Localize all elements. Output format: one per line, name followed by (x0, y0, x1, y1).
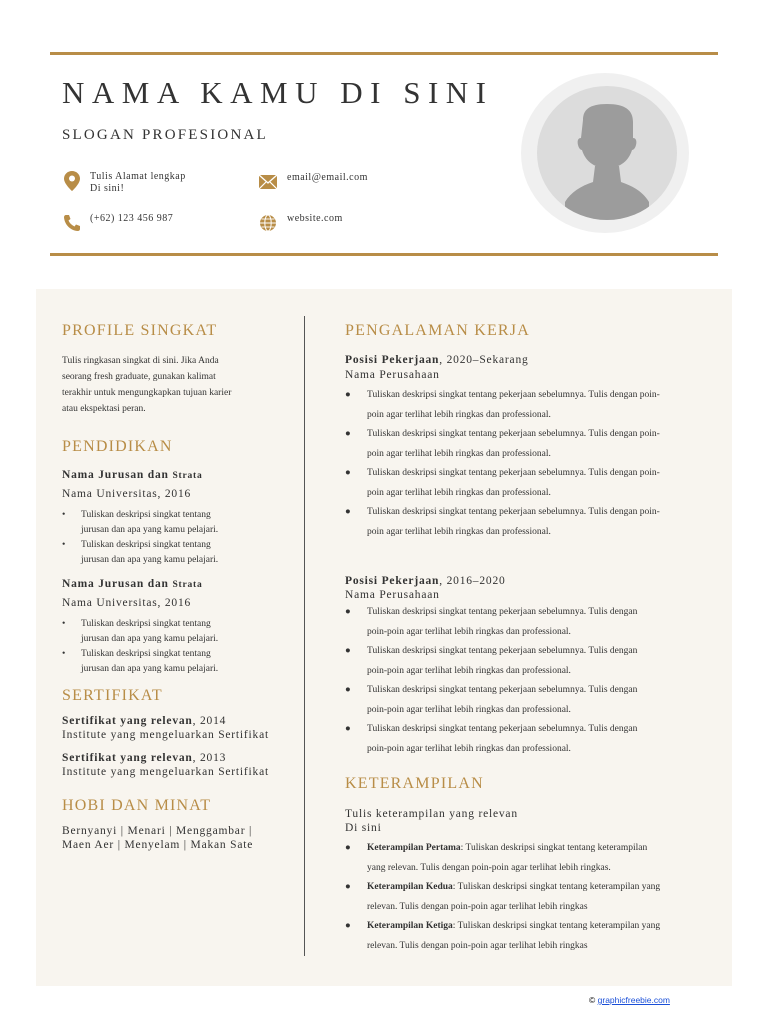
copyright-symbol: © (589, 995, 596, 1005)
list-item: ● Tuliskan deskripsi singkat tentang pekerjaan sebelumnya. Tulis dengan poin-poin agar terlihat lebih ringkas dan professional. (345, 607, 638, 637)
location-pin-icon (62, 171, 82, 191)
list-item: ● Keterampilan Pertama: Tuliskan deskripsi singkat tentang keterampilan yang relevan. Tulis dengan poin-poin agar terlihat lebih ringkas. (345, 843, 648, 873)
email-text[interactable]: email@email.com (287, 172, 368, 183)
section-heading-certificates: SERTIFIKAT (62, 687, 163, 704)
skills-bullets (345, 839, 705, 956)
phone-text: (+62) 123 456 987 (90, 213, 174, 224)
certificate-title: Sertifikat yang relevan, 2013 (62, 752, 227, 764)
profile-line: atau ekspektasi peran. (62, 404, 146, 414)
profile-summary (62, 353, 292, 417)
globe-icon (258, 213, 278, 233)
education-title: Nama Jurusan dan Strata (62, 578, 203, 590)
list-item: ● Tuliskan deskripsi singkat tentang pekerjaan sebelumnya. Tulis dengan poin- poin agar terlihat lebih ringkas dan professional. (345, 468, 660, 498)
address-line-2: Di sini! (90, 183, 125, 194)
section-heading-hobbies: HOBI DAN MINAT (62, 797, 212, 814)
person-silhouette-icon (537, 86, 677, 220)
education-bullets (62, 617, 292, 677)
avatar (537, 86, 677, 220)
job-bullets (345, 386, 705, 542)
company-name: Nama Perusahaan (345, 369, 440, 381)
slogan: SLOGAN PROFESIONAL (62, 127, 268, 143)
hobbies-line: Bernyanyi | Menari | Menggambar | (62, 825, 253, 837)
job-bullets (345, 603, 705, 759)
list-item: ● Tuliskan deskripsi singkat tentang pekerjaan sebelumnya. Tulis dengan poin-poin agar terlihat lebih ringkas dan professional. (345, 646, 638, 676)
list-item: ● Tuliskan deskripsi singkat tentang pekerjaan sebelumnya. Tulis dengan poin- poin agar terlihat lebih ringkas dan professional. (345, 429, 660, 459)
envelope-icon (258, 172, 278, 192)
certificate-title: Sertifikat yang relevan, 2014 (62, 715, 227, 727)
contact-phone (62, 213, 173, 233)
list-item: ● Tuliskan deskripsi singkat tentang pekerjaan sebelumnya. Tulis dengan poin-poin agar terlihat lebih ringkas dan professional. (345, 724, 638, 754)
contact-address (62, 171, 186, 195)
education-bullets (62, 508, 292, 568)
column-divider (304, 316, 305, 956)
list-item: ● Tuliskan deskripsi singkat tentang pekerjaan sebelumnya. Tulis dengan poin- poin agar terlihat lebih ringkas dan professional. (345, 390, 660, 420)
certificate-issuer: Institute yang mengeluarkan Sertifikat (62, 729, 269, 741)
list-item: • Tuliskan deskripsi singkat tentang jurusan dan apa yang kamu pelajari. (62, 649, 219, 674)
contact-website (258, 213, 343, 233)
education-title: Nama Jurusan dan Strata (62, 469, 203, 481)
section-heading-profile: PROFILE SINGKAT (62, 322, 218, 339)
list-item: ● Keterampilan Kedua: Tuliskan deskripsi singkat tentang keterampilan yang relevan. Tulis dengan poin-poin agar terlihat lebih ringkas (345, 882, 661, 912)
hobbies-line: Maen Aer | Menyelam | Makan Sate (62, 839, 254, 851)
page-title: NAMA KAMU DI SINI (62, 75, 494, 110)
profile-line: Tulis ringkasan singkat di sini. Jika Anda (62, 356, 219, 366)
header-bottom-rule (50, 253, 718, 256)
profile-line: seorang fresh graduate, gunakan kalimat (62, 372, 216, 382)
list-item: • Tuliskan deskripsi singkat tentang jurusan dan apa yang kamu pelajari. (62, 510, 219, 535)
certificate-issuer: Institute yang mengeluarkan Sertifikat (62, 766, 269, 778)
list-item: • Tuliskan deskripsi singkat tentang jurusan dan apa yang kamu pelajari. (62, 540, 219, 565)
contact-email (258, 172, 368, 192)
profile-line: terakhir untuk mengungkapkan tujuan karier (62, 388, 232, 398)
skills-intro: Tulis keterampilan yang relevan (345, 808, 518, 820)
credit-link[interactable]: graphicfreebie.com (597, 995, 670, 1005)
section-heading-skills: KETERAMPILAN (345, 775, 484, 792)
education-school: Nama Universitas, 2016 (62, 597, 192, 609)
header-top-rule (50, 52, 718, 55)
phone-icon (62, 213, 82, 233)
section-heading-experience: PENGALAMAN KERJA (345, 322, 530, 339)
education-school: Nama Universitas, 2016 (62, 488, 192, 500)
list-item: ● Keterampilan Ketiga: Tuliskan deskripsi singkat tentang keterampilan yang relevan. Tulis dengan poin-poin agar terlihat lebih ringkas (345, 921, 661, 951)
list-item: • Tuliskan deskripsi singkat tentang jurusan dan apa yang kamu pelajari. (62, 619, 219, 644)
section-heading-education: PENDIDIKAN (62, 438, 173, 455)
website-text[interactable]: website.com (287, 213, 343, 224)
job-title: Posisi Pekerjaan, 2020–Sekarang (345, 354, 529, 366)
job-title: Posisi Pekerjaan, 2016–2020 (345, 575, 506, 587)
list-item: ● Tuliskan deskripsi singkat tentang pekerjaan sebelumnya. Tulis dengan poin- poin agar terlihat lebih ringkas dan professional. (345, 507, 660, 537)
address-line-1: Tulis Alamat lengkap (90, 171, 186, 182)
skills-intro: Di sini (345, 822, 382, 834)
company-name: Nama Perusahaan (345, 589, 440, 601)
list-item: ● Tuliskan deskripsi singkat tentang pekerjaan sebelumnya. Tulis dengan poin-poin agar terlihat lebih ringkas dan professional. (345, 685, 638, 715)
footer-credit (589, 995, 670, 1005)
